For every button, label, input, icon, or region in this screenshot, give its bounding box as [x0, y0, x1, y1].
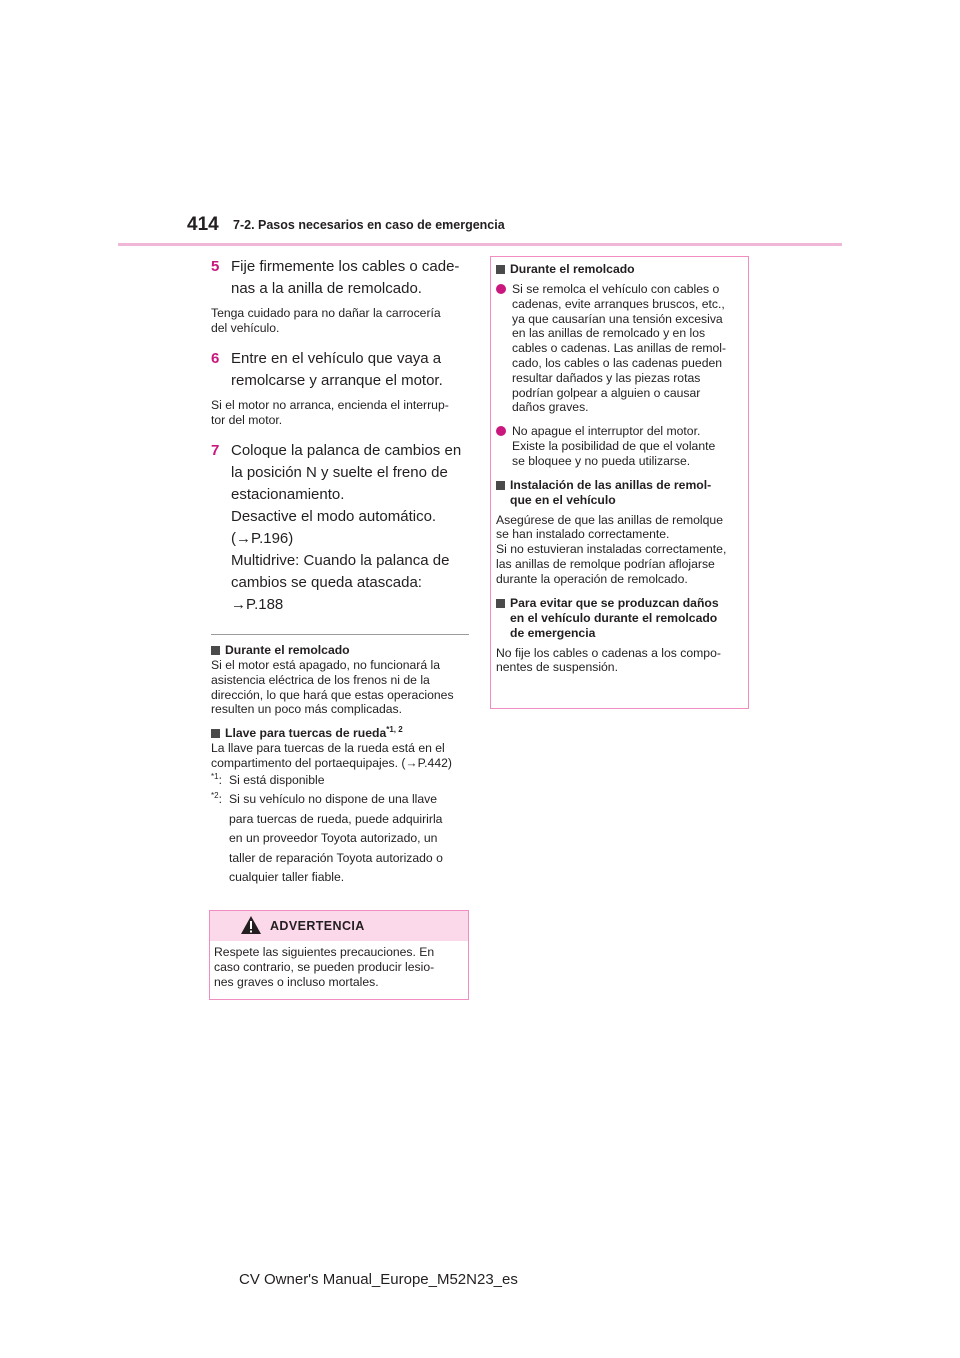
square-bullet-icon	[211, 646, 220, 655]
towing-text: Si el motor está apagado, no funcionará la asistencia eléctrica de los frenos ni de la dirección, lo que hará que estas operaciones resulten un poco más complicadas.	[211, 658, 454, 717]
footnote-1: $^{*1}$: Si está disponible	[211, 771, 325, 787]
warning-triangle-icon	[240, 915, 262, 935]
step-number: 7	[211, 442, 220, 459]
subheading-towing: Durante el remolcado	[211, 643, 469, 658]
wrench-text: La llave para tuercas de la rueda está en el compartimento del portaequipajes. (→P.442)	[211, 741, 452, 770]
divider	[211, 634, 469, 635]
subheading-avoid-damage: Para evitar que se produzcan daños en el vehículo durante el remolcado de emergencia	[496, 596, 743, 641]
subheading-during-towing: Durante el remolcado	[496, 262, 743, 277]
step-line: nas a la anilla de remolcado.	[231, 280, 422, 297]
warning-box	[209, 910, 469, 1000]
subheading-wrench: Llave para tuercas de rueda$^{*1, 2}$	[211, 726, 469, 741]
square-bullet-icon	[496, 481, 505, 490]
step-line: cambios se queda atascada:	[231, 574, 422, 591]
square-bullet-icon	[211, 729, 220, 738]
step-note: Tenga cuidado para no dañar la carrocería del vehículo.	[211, 306, 441, 335]
round-bullet-icon	[496, 426, 506, 436]
warning-title: ADVERTENCIA	[270, 919, 365, 933]
subheading-installing-rings: Instalación de las anillas de remol- que en el vehículo	[496, 478, 743, 508]
step-line: la posición N y suelte el freno de	[231, 464, 448, 481]
page-reference-link[interactable]: →P.188	[231, 596, 284, 613]
warning-header	[210, 911, 468, 941]
installing-rings-text: Asegúrese de que las anillas de remolque se han instalado correctamente. Si no estuvieran instaladas correctamente, las anillas de remolque podrían aflojarse durante la operación de remolcado.	[496, 512, 727, 586]
page-number: 414	[187, 214, 219, 235]
footer-manual-name: CV Owner's Manual_Europe_M52N23_es	[239, 1271, 518, 1288]
avoid-damage-text: No fije los cables o cadenas a los compo- nentes de suspensión.	[496, 645, 721, 675]
square-bullet-icon	[496, 265, 505, 274]
bullet-item: No apague el interruptor del motor. Existe la posibilidad de que el volante se bloquee y no pueda utilizarse.	[496, 424, 743, 468]
step-line: remolcarse y arranque el motor.	[231, 372, 443, 389]
step-5	[211, 256, 469, 300]
step-number: 6	[211, 350, 220, 367]
towing-caution-box	[490, 256, 749, 709]
step-6	[211, 348, 469, 392]
step-line: Fije firmemente los cables o cade-	[231, 258, 460, 275]
section-title: 7-2. Pasos necesarios en caso de emergencia	[233, 218, 505, 232]
header-rule	[118, 243, 842, 246]
left-column	[211, 256, 469, 888]
page-reference-link[interactable]: (→P.196)	[231, 530, 294, 547]
step-line: Multidrive: Cuando la palanca de	[231, 552, 450, 569]
round-bullet-icon	[496, 284, 506, 294]
step-line: Desactive el modo automático.	[231, 508, 437, 525]
step-line: Entre en el vehículo que vaya a	[231, 350, 442, 367]
step-note: Si el motor no arranca, encienda el interrup- tor del motor.	[211, 398, 449, 427]
bullet-item: Si se remolca el vehículo con cables o cadenas, evite arranques bruscos, etc., ya que causarían una tensión excesiva en las anillas de remolcado y en los cables o cadenas. Las anillas de remol- cado, los cables o las cadenas pueden resultar dañados y las piezas rotas podrían golpear a alguien o causar daños graves.	[496, 282, 743, 415]
footnote-2: $^{*2}$: Si su vehículo no dispone de una llave para tuercas de rueda, puede adquirirla en un proveedor Toyota autorizado, un taller de reparación Toyota autorizado o cualquier taller fiable.	[211, 791, 443, 885]
step-7	[211, 440, 469, 616]
step-line: estacionamiento.	[231, 486, 345, 503]
step-number: 5	[211, 258, 220, 275]
step-line: Coloque la palanca de cambios en	[231, 442, 462, 459]
warning-text: Respete las siguientes precauciones. En caso contrario, se pueden producir lesio- nes graves o incluso mortales.	[214, 945, 435, 989]
square-bullet-icon	[496, 599, 505, 608]
